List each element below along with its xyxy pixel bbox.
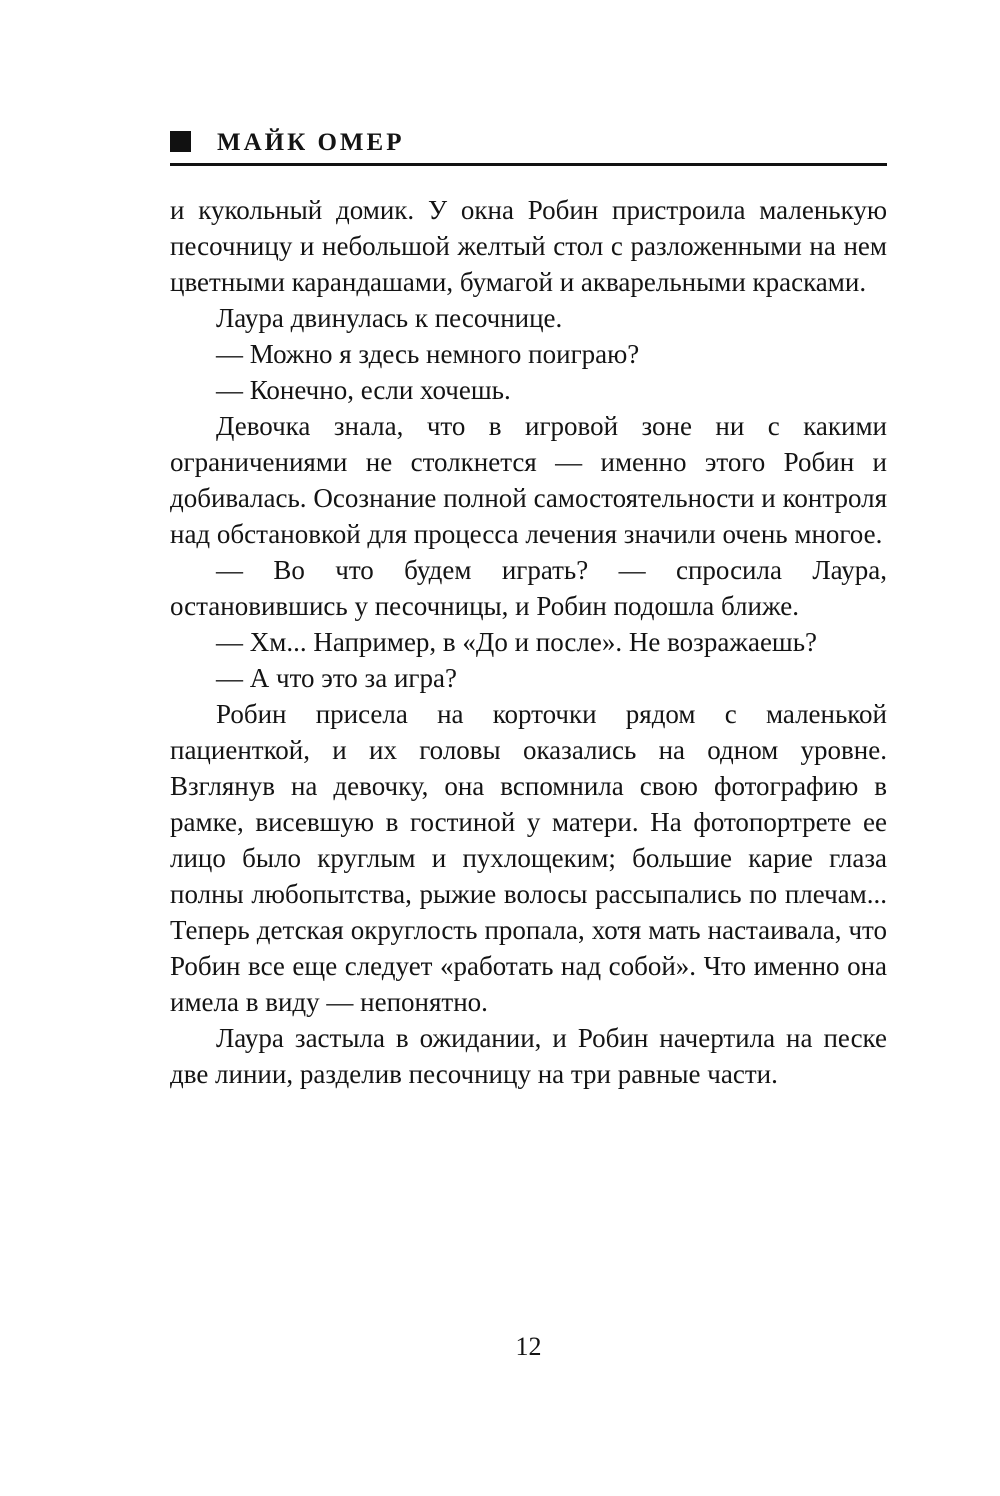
paragraph: и кукольный домик. У окна Робин пристроила маленькую песочницу и небольшой желтый стол с разложенными на нем цветными карандашами, бумагой и акварельными красками. — [170, 195, 887, 297]
page-number: 12 — [515, 1332, 542, 1361]
paragraph: Девочка знала, что в игровой зоне ни с какими ограничениями не столкнется — именно этого Робин и добивалась. Осознание полной самостоятельности и контроля над обстановкой для процесса лечения значили очень многое. — [170, 411, 887, 549]
paragraph: Робин присела на корточки рядом с маленькой пациенткой, и их головы оказались на одном уровне. Взглянув на девочку, она вспомнила свою фотографию в рамке, висевшую в гостиной у матери. На фотопортрете ее лицо было круглым и пухлощеким; большие карие глаза полны любопытства, рыжие волосы рассыпались по плечам... Теперь детская округлость пропала, хотя мать настаивала, что Робин все еще следует «работать над собой». Что именно она имела в виду — непонятно. — [170, 699, 887, 1017]
paragraph: — Можно я здесь немного поиграю? — [216, 339, 640, 369]
paragraph: — Во что будем играть? — спросила Лаура, остановившись у песочницы, и Робин подошла ближе. — [170, 555, 887, 621]
square-bullet-icon — [170, 131, 191, 152]
paragraph: — А что это за игра? — [216, 663, 457, 693]
paragraph: — Хм... Например, в «До и после». Не возражаешь? — [216, 627, 818, 657]
paragraph: — Конечно, если хочешь. — [216, 375, 511, 405]
paragraph: Лаура застыла в ожидании, и Робин начертила на песке две линии, разделив песочницу на три равные части. — [170, 1023, 887, 1089]
running-header — [170, 128, 887, 163]
paragraph: Лаура двинулась к песочнице. — [216, 303, 563, 333]
page-body — [170, 192, 887, 1092]
author-name: МАЙК ОМЕР — [217, 129, 405, 156]
header-rule — [170, 163, 887, 166]
